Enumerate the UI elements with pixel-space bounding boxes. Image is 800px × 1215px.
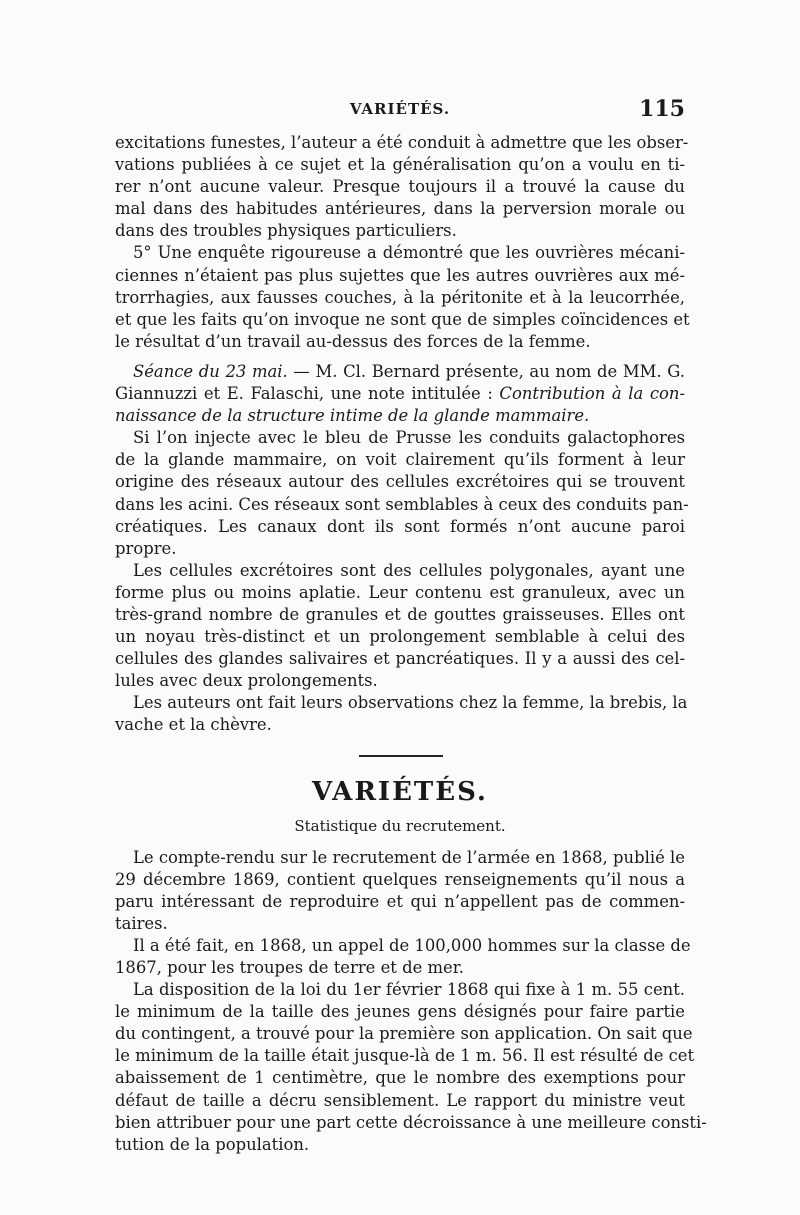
text-line: 1867, pour les troupes de terre et de mer.	[115, 958, 464, 977]
paragraph-5	[115, 560, 685, 693]
text-line: de la glande mammaire, on voit clairement qu’ils forment à leur	[115, 450, 685, 470]
text-line: le résultat d’un travail au-dessus des forces de la femme.	[115, 331, 591, 351]
seance-label: Séance du 23 mai.	[133, 361, 288, 381]
section-title: VARIÉTÉS.	[312, 776, 488, 807]
text-line: 5° Une enquête rigoureuse a démontré que les ouvrières mécani-	[133, 243, 685, 263]
text-line	[115, 361, 685, 383]
seance-text: — M. Cl. Bernard présente, au nom de MM. G.	[293, 361, 685, 381]
text-line: origine des réseaux autour des cellules excrétoires qui se trouvent	[115, 472, 685, 492]
page-header	[115, 96, 685, 126]
text-line: lules avec deux prolongements.	[115, 671, 378, 691]
paragraph-6	[115, 692, 688, 736]
text-line: propre.	[115, 538, 177, 558]
text-line: vations publiées à ce sujet et la généralisation qu’on a voulu en ti-	[115, 155, 685, 175]
text-line: La disposition de la loi du 1er février 1868 qui fixe à 1 m. 55 cent.	[133, 980, 685, 1000]
paragraph-9	[115, 979, 707, 1156]
separator-rule	[359, 755, 443, 757]
text-line: ciennes n’étaient pas plus sujettes que les autres ouvrières aux mé-	[115, 265, 685, 285]
text-line: défaut de taille a décru sensiblement. Le rapport du ministre veut	[115, 1090, 685, 1110]
text-line: paru intéressant de reproduire et qui n’appellent pas de commen-	[115, 891, 685, 911]
text-line	[115, 383, 685, 405]
text-line: très-grand nombre de granules et de gouttes graisseuses. Elles ont	[115, 604, 685, 624]
text-line: Il a été fait, en 1868, un appel de 100,000 hommes sur la classe de	[133, 935, 691, 955]
note-intro: Giannuzzi et E. Falaschi, une note intitulée :	[115, 384, 493, 404]
text-line: excitations funestes, l’auteur a été conduit à admettre que les obser-	[115, 133, 689, 152]
text-line: taires.	[115, 913, 168, 933]
paragraph-4	[115, 427, 689, 560]
text-line: un noyau très-distinct et un prolongement semblable à celui des	[115, 627, 685, 647]
section-separator	[115, 737, 685, 773]
paragraph-1	[115, 132, 689, 242]
text-line: rer n’ont aucune valeur. Presque toujours il a trouvé la cause du	[115, 177, 685, 197]
text-line: Les auteurs ont fait leurs observations chez la femme, la brebis, la	[133, 693, 688, 713]
text-line	[115, 405, 685, 427]
section-subtitle: Statistique du recrutement.	[294, 816, 506, 835]
note-title-start: Contribution à la con-	[499, 384, 685, 404]
text-line: dans des troubles physiques particuliers.	[115, 221, 457, 241]
page-number: 115	[639, 96, 685, 122]
page-body	[115, 132, 707, 1156]
text-line: vache et la chèvre.	[115, 715, 272, 735]
text-line: du contingent, a trouvé pour la première son application. On sait que	[115, 1024, 693, 1044]
text-line: Le compte-rendu sur le recrutement de l’armée en 1868, publié le	[133, 847, 685, 867]
text-line: trorrhagies, aux fausses couches, à la péritonite et à la leucorrhée,	[115, 287, 685, 307]
text-line: dans les acini. Ces réseaux sont semblables à ceux des conduits pan-	[115, 494, 689, 514]
text-line: le minimum de la taille des jeunes gens désignés pour faire partie	[115, 1002, 685, 1022]
text-line: abaissement de 1 centimètre, que le nombre des exemptions pour	[115, 1068, 685, 1088]
note-title-end: naissance de la structure intime de la glande mammaire.	[115, 406, 590, 426]
paragraph-3	[115, 361, 685, 427]
text-line: Si l’on injecte avec le bleu de Prusse les conduits galactophores	[133, 428, 685, 448]
text-line: le minimum de la taille était jusque-là de 1 m. 56. Il est résulté de cet	[115, 1046, 695, 1066]
paragraph-7	[115, 847, 685, 935]
text-line: bien attribuer pour une part cette décroissance à une meilleure consti-	[115, 1112, 707, 1132]
text-line: 29 décembre 1869, contient quelques renseignements qu’il nous a	[115, 869, 685, 889]
text-line: créatiques. Les canaux dont ils sont formés n’ont aucune paroi	[115, 516, 685, 536]
paragraph-8	[115, 935, 691, 979]
text-line: et que les faits qu’on invoque ne sont que de simples coïncidences et	[115, 309, 690, 329]
text-line: cellules des glandes salivaires et pancréatiques. Il y a aussi des cel-	[115, 649, 685, 669]
paragraph-2	[115, 242, 690, 352]
paragraph-gap	[115, 353, 685, 361]
text-line: Les cellules excrétoires sont des cellules polygonales, ayant une	[133, 560, 685, 580]
text-line: mal dans des habitudes antérieures, dans la perversion morale ou	[115, 199, 685, 219]
text-line: forme plus ou moins aplatie. Leur contenu est granuleux, avec un	[115, 582, 685, 602]
text-line: tution de la population.	[115, 1134, 310, 1154]
running-title: VARIÉTÉS.	[349, 100, 451, 118]
